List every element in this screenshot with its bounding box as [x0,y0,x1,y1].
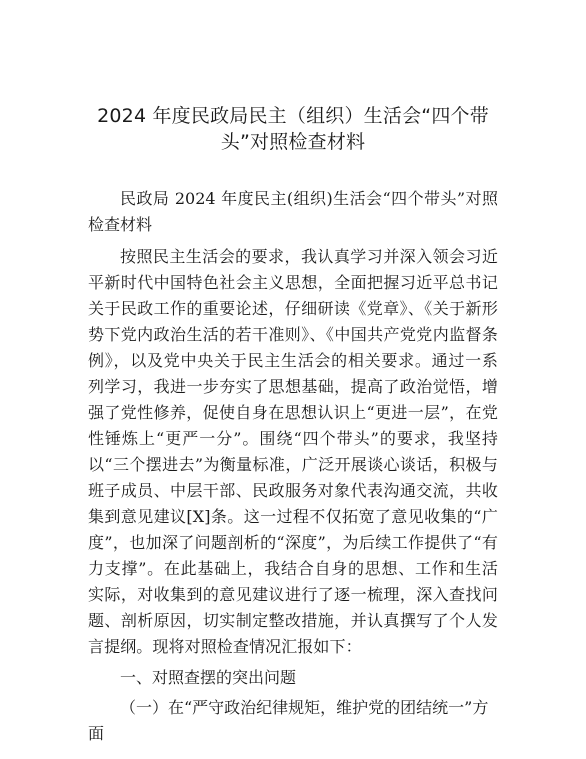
document-title-line-2: 头”对照检查材料 [220,131,366,153]
body-paragraph: 按照民主生活会的要求，我认真学习并深入领会习近平新时代中国特色社会主义思想，全面把握习近平总书记关于民政工作的重要论述，仔细研读《党章》、《关于新形势下党内政治生活的若干准则》、《中国共产党党内监督条例》，以及党中央关于民主生活会的相关要求。通过一系列学习，我进一步夯实了思想基础，提高了政治觉悟，增强了党性修养，促使自身在思想认识上“更进一层”，在党性锤炼上“更严一分”。围绕“四个带头”的要求，我坚持以“三个摆进去”为衡量标准，广泛开展谈心谈话，积极与班子成员、中层干部、民政服务对象代表沟通交流，共收集到意见建议[X]条。这一过程不仅拓宽了意见收集的“广度”，也加深了问题剖析的“深度”，为后续工作提供了“有力支撑”。在此基础上，我结合自身的思想、工作和生活实际，对收集到的意见建议进行了逐一梳理，深入查找问题、剖析原因，切实制定整改措施，并认真撰写了个人发言提纲。现将对照检查情况汇报如下： [88,247,498,656]
document-title [88,103,498,155]
section-heading: 一、对照查摆的突出问题 [120,668,297,687]
document-subtitle: 民政局 2024 年度民主(组织)生活会“四个带头”对照检查材料 [88,189,498,234]
document-title-line-1: 2024 年度民政局民主（组织）生活会“四个带 [97,105,489,127]
subsection-heading: （一）在“严守政治纪律规矩，维护党的团结统一”方面 [88,698,489,743]
